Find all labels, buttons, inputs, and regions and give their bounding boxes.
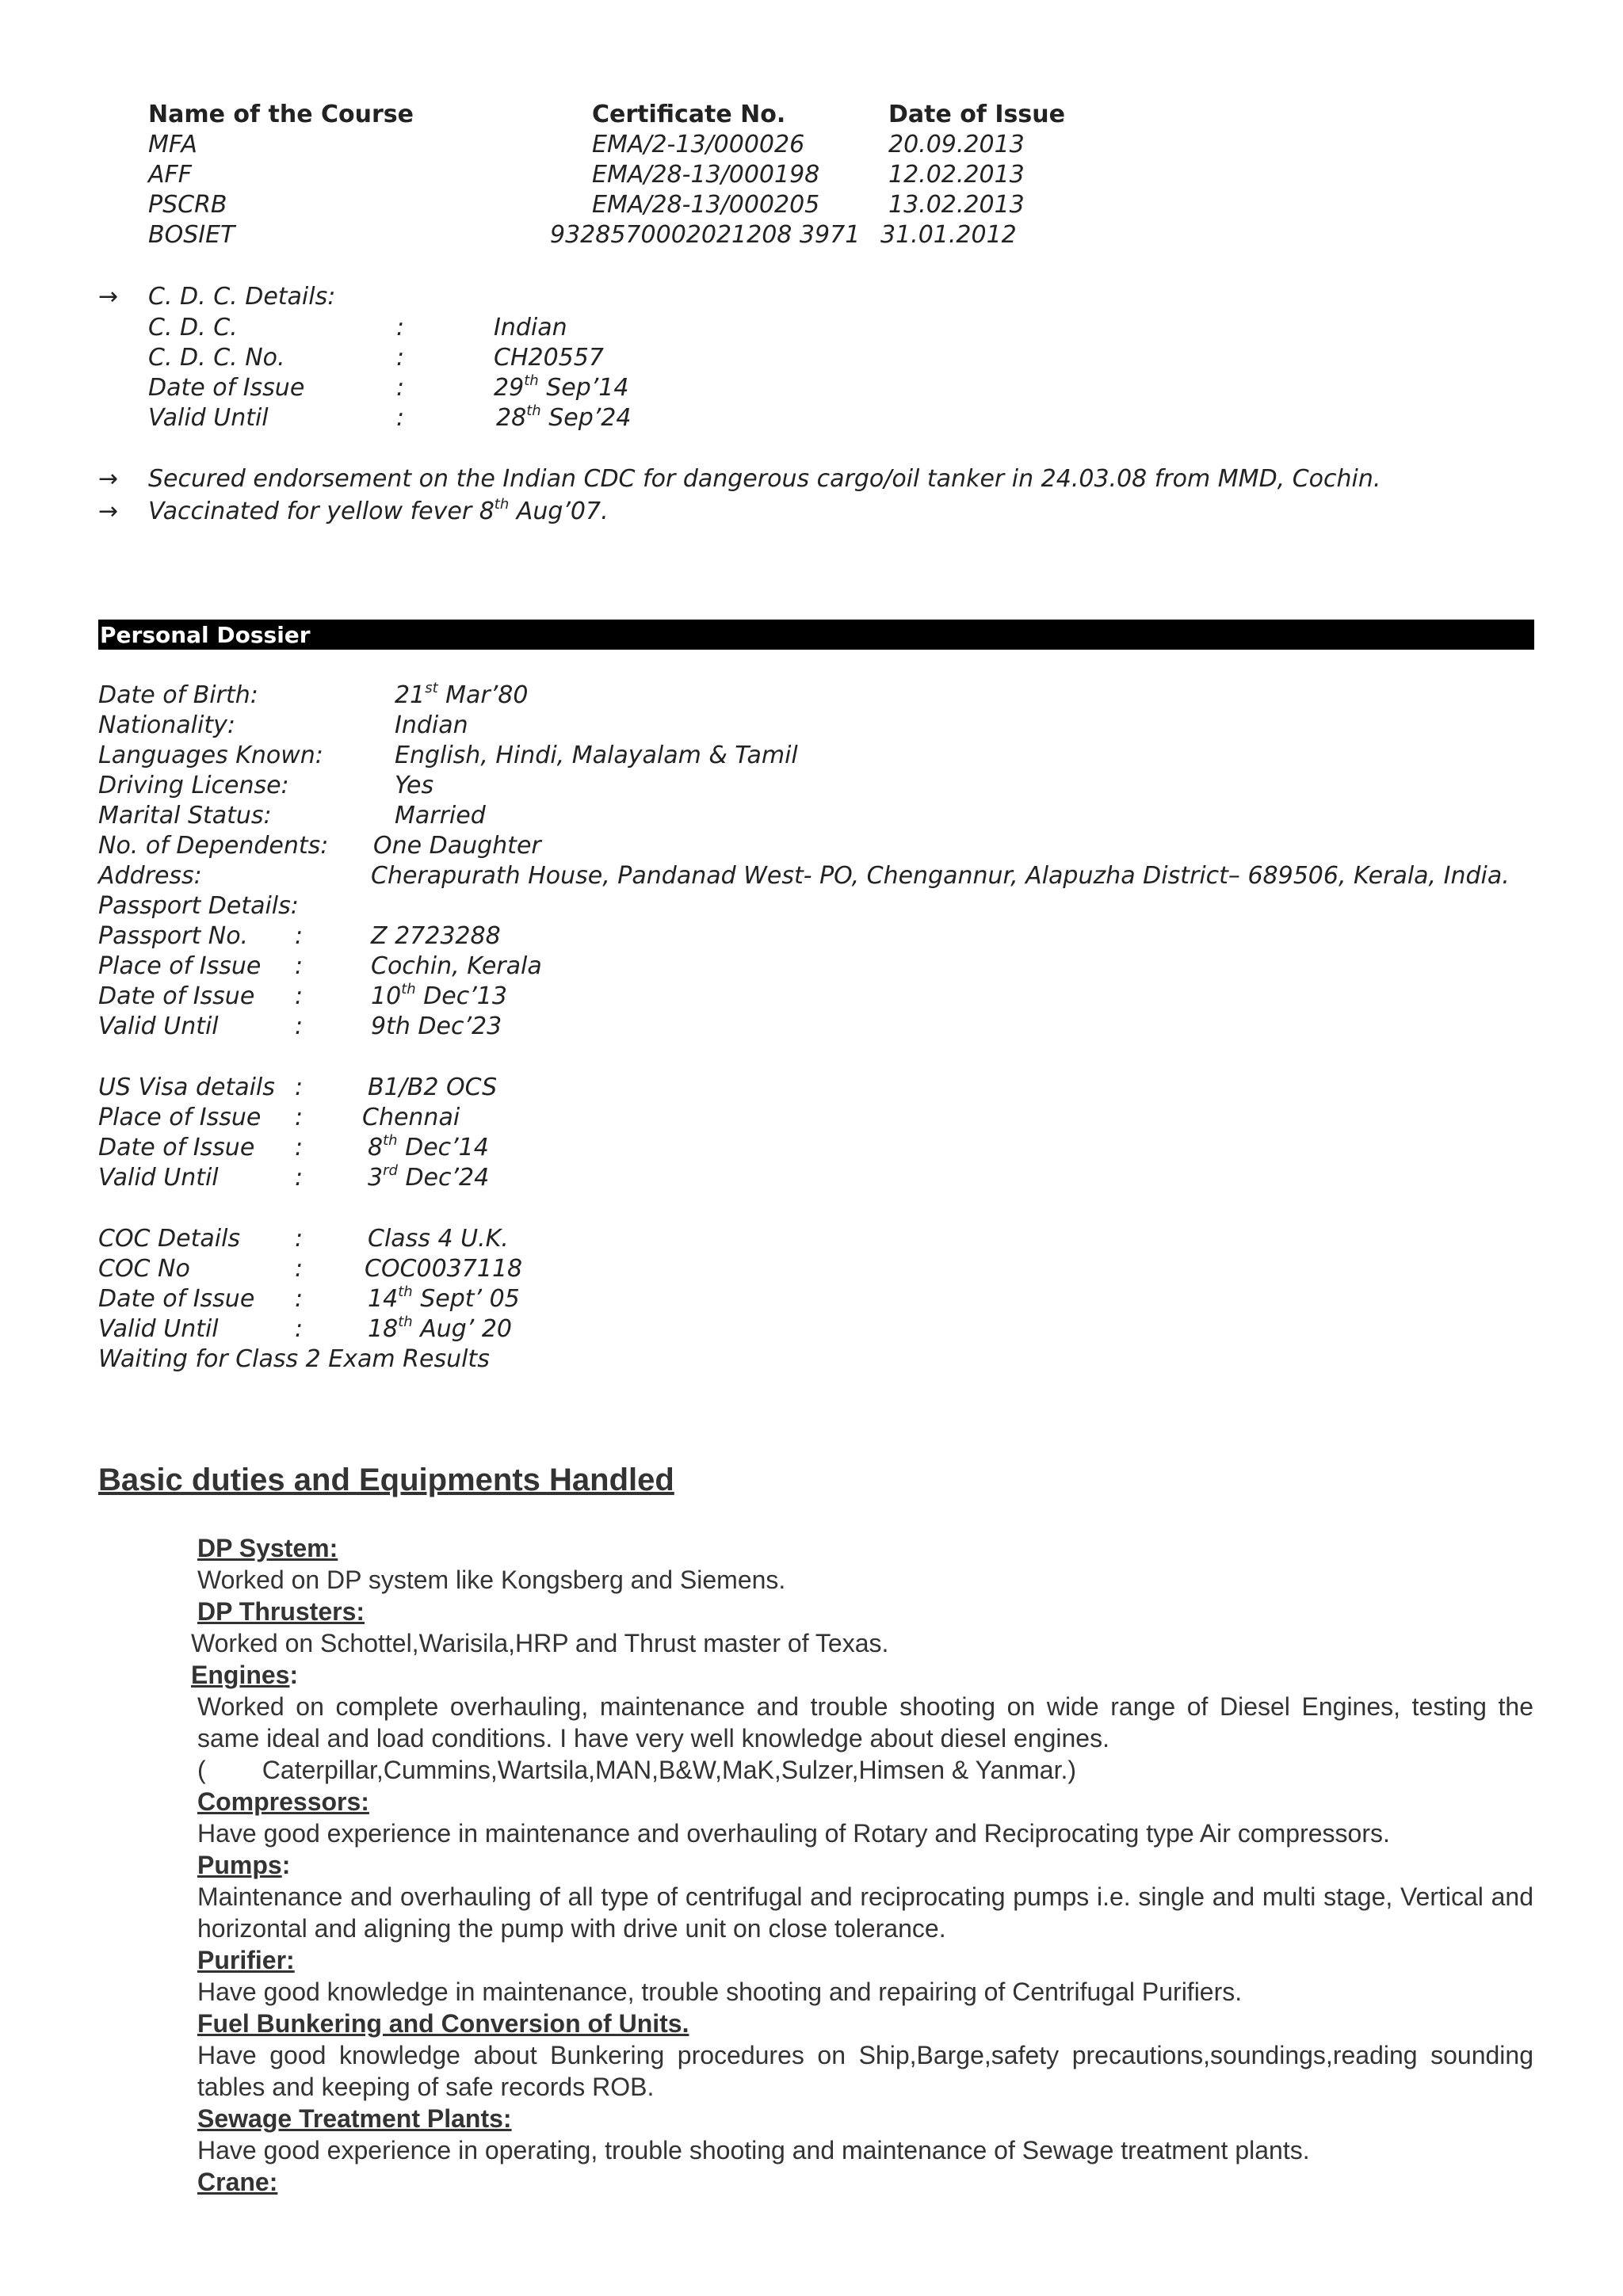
passport-title: Passport Details: xyxy=(98,892,299,920)
field-value: Yes xyxy=(395,772,434,799)
field-value: 9th Dec’23 xyxy=(371,1013,502,1040)
colon: : xyxy=(295,1013,304,1040)
duty-text: Maintenance and overhauling of all type of centrifugal and reciprocating pumps i.e. single and multi stage, Vertical and horizontal and aligning the pump with drive unit on close tolerance. xyxy=(197,1882,1533,1943)
field-value: 8th Dec’14 xyxy=(368,1132,489,1161)
duty-text: ( Caterpillar,Cummins,Wartsila,MAN,B&W,MaK,Sulzer,Himsen & Yanmar.) xyxy=(197,1756,1077,1784)
duty-heading: Purifier: xyxy=(197,1946,295,1974)
field-label: Place of Issue xyxy=(98,1104,262,1131)
duty-heading: DP System: xyxy=(197,1534,338,1562)
duty-heading: Crane: xyxy=(197,2168,278,2196)
cdc-title: C. D. C. Details: xyxy=(148,283,336,311)
colon: : xyxy=(295,1134,304,1161)
certificate-no: EMA/28-13/000198 xyxy=(592,161,820,189)
certificate-no: EMA/28-13/000205 xyxy=(592,191,820,219)
field-value: 14th Sept’ 05 xyxy=(368,1283,520,1313)
colon: : xyxy=(295,1074,304,1101)
field-label: Date of Issue xyxy=(98,982,255,1010)
issue-date: 12.02.2013 xyxy=(888,161,1025,189)
course-name-header: Name of the Course xyxy=(148,101,414,128)
duty-text: Have good experience in operating, trouble shooting and maintenance of Sewage treatment plants. xyxy=(197,2136,1310,2164)
colon: : xyxy=(295,1315,304,1343)
arrow-icon: → xyxy=(98,465,119,493)
section-heading: Personal Dossier xyxy=(100,622,311,648)
colon: : xyxy=(295,1285,304,1313)
duty-heading: Sewage Treatment Plants: xyxy=(197,2104,512,2133)
duty-text: Have good knowledge about Bunkering procedures on Ship,Barge,safety precautions,soundings,reading sounding tables and keeping of safe records ROB. xyxy=(197,2041,1533,2101)
colon: : xyxy=(295,1164,304,1192)
duty-text: Worked on complete overhauling, maintenance and trouble shooting on wide range of Diesel Engines, testing the same ideal and load conditions. I have very well knowledge about diesel engines. xyxy=(197,1692,1533,1753)
cdc-label: C. D. C. No. xyxy=(148,344,285,372)
field-label: Address: xyxy=(98,862,202,890)
field-label: Languages Known: xyxy=(98,742,323,769)
colon: : xyxy=(396,374,405,402)
colon: : xyxy=(396,404,405,432)
course-name: AFF xyxy=(148,161,193,189)
field-label: Nationality: xyxy=(98,711,235,739)
field-value: Married xyxy=(395,802,486,830)
duty-heading-wrap: Pumps: xyxy=(197,1851,291,1879)
issue-date: 13.02.2013 xyxy=(888,191,1025,219)
field-label: Driving License: xyxy=(98,772,289,799)
duty-text: Have good knowledge in maintenance, trouble shooting and repairing of Centrifugal Purifiers. xyxy=(197,1978,1243,2006)
course-name: BOSIET xyxy=(148,221,235,249)
cdc-value: Indian xyxy=(494,314,567,341)
issue-date: 31.01.2012 xyxy=(880,221,1017,249)
certificate-header: Certificate No. xyxy=(592,101,786,128)
field-value: Cochin, Kerala xyxy=(371,952,542,980)
field-value: Class 4 U.K. xyxy=(368,1225,509,1253)
field-label: COC Details xyxy=(98,1225,241,1253)
field-value: Cherapurath House, Pandanad West- PO, Chengannur, Alapuzha District– 689506, Kerala, India. xyxy=(371,862,1510,890)
course-name: PSCRB xyxy=(148,191,227,219)
course-name: MFA xyxy=(148,131,197,158)
duty-text: Worked on DP system like Kongsberg and Siemens. xyxy=(197,1566,786,1594)
field-value: 21st Mar’80 xyxy=(395,680,529,709)
cdc-value: 29th Sep’14 xyxy=(494,372,629,402)
duty-heading: Compressors: xyxy=(197,1787,369,1816)
arrow-icon: → xyxy=(98,283,119,311)
duty-heading: Fuel Bunkering and Conversion of Units. xyxy=(197,2009,689,2038)
colon: : xyxy=(295,922,304,950)
arrow-icon: → xyxy=(98,498,119,525)
colon: : xyxy=(295,1225,304,1253)
cdc-label: Date of Issue xyxy=(148,374,305,402)
field-value: Chennai xyxy=(362,1104,460,1131)
field-label: Valid Until xyxy=(98,1164,219,1192)
duty-text: Worked on Schottel,Warisila,HRP and Thrust master of Texas. xyxy=(191,1629,889,1657)
colon: : xyxy=(295,1104,304,1131)
field-value: 10th Dec’13 xyxy=(371,981,507,1010)
colon: : xyxy=(295,1255,304,1283)
field-label: COC No xyxy=(98,1255,190,1283)
issue-date-header: Date of Issue xyxy=(888,101,1065,128)
field-label: US Visa details xyxy=(98,1074,275,1101)
field-label: Place of Issue xyxy=(98,952,262,980)
field-label: Date of Birth: xyxy=(98,681,258,709)
field-value: 18th Aug’ 20 xyxy=(368,1314,513,1343)
field-label: Passport No. xyxy=(98,922,249,950)
colon: : xyxy=(396,344,405,372)
cdc-label: C. D. C. xyxy=(148,314,238,341)
colon: : xyxy=(396,314,405,341)
field-value: English, Hindi, Malayalam & Tamil xyxy=(395,742,798,769)
personal-dossier-banner xyxy=(98,620,1534,650)
field-value: One Daughter xyxy=(373,832,541,860)
duty-heading: DP Thrusters: xyxy=(197,1597,365,1626)
field-value: 3rd Dec’24 xyxy=(368,1162,490,1192)
field-label: Valid Until xyxy=(98,1315,219,1343)
colon: : xyxy=(295,952,304,980)
note-text: Vaccinated for yellow fever 8th Aug’07. xyxy=(148,496,609,525)
field-value: B1/B2 OCS xyxy=(368,1074,498,1101)
field-label: Valid Until xyxy=(98,1013,219,1040)
field-value: COC0037118 xyxy=(365,1255,523,1283)
field-label: Date of Issue xyxy=(98,1134,255,1161)
cdc-value: CH20557 xyxy=(494,344,604,372)
field-label: Marital Status: xyxy=(98,802,272,830)
duty-text: Have good experience in maintenance and overhauling of Rotary and Reciprocating type Air compressors. xyxy=(197,1819,1390,1848)
certificate-no: 9328570002021208 3971 xyxy=(550,221,861,249)
field-value: Z 2723288 xyxy=(371,922,501,950)
field-label: No. of Dependents: xyxy=(98,832,329,860)
duties-title: Basic duties and Equipments Handled xyxy=(98,1463,674,1497)
note-text: Secured endorsement on the Indian CDC for dangerous cargo/oil tanker in 24.03.08 from MMD, Cochin. xyxy=(148,465,1381,493)
field-value: Indian xyxy=(395,711,468,739)
cdc-value: 28th Sep’24 xyxy=(496,402,632,432)
certificate-no: EMA/2-13/000026 xyxy=(592,131,805,158)
field-label: Date of Issue xyxy=(98,1285,255,1313)
colon: : xyxy=(295,982,304,1010)
cdc-label: Valid Until xyxy=(148,404,269,432)
issue-date: 20.09.2013 xyxy=(888,131,1025,158)
waiting-note: Waiting for Class 2 Exam Results xyxy=(98,1345,490,1373)
duty-heading-wrap: Engines: xyxy=(191,1661,299,1689)
